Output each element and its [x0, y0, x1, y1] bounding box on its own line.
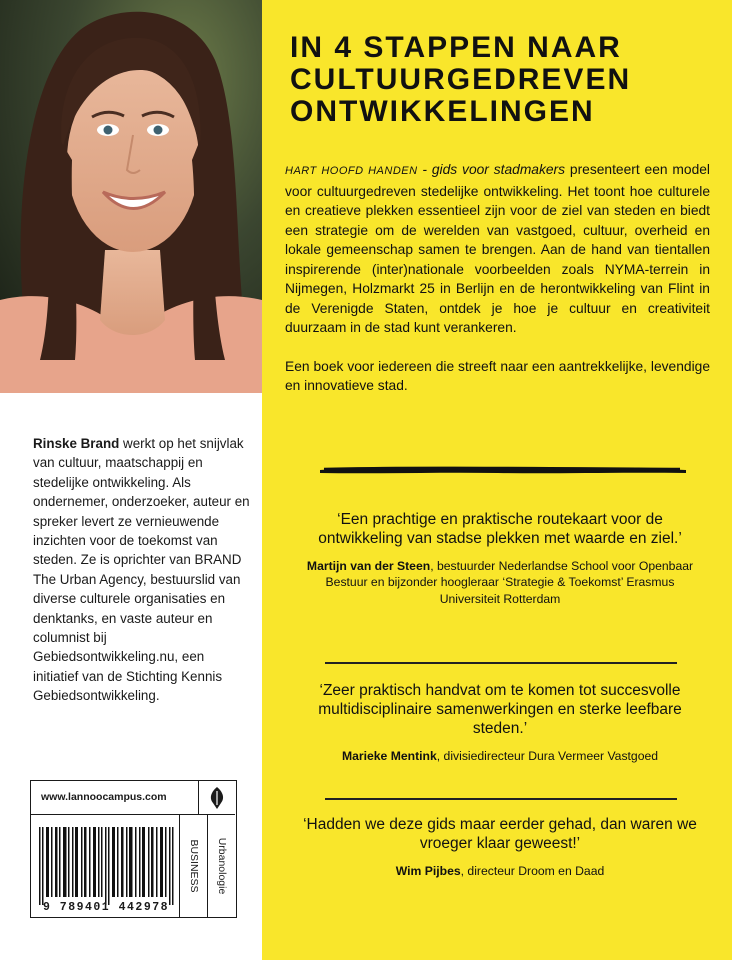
book-title-subtitle: - gids voor stadmakers	[417, 162, 566, 177]
isbn-number: 9 789401 442978	[43, 901, 170, 914]
review-author-role: , directeur Droom en Daad	[460, 864, 605, 878]
review-quote-text: ‘Zeer praktisch handvat om te komen tot succesvolle multidisciplinaire samenwerkingen en sterke leefbare steden.’	[318, 682, 682, 737]
author-name: Rinske Brand	[33, 436, 120, 451]
author-bio-text: werkt op het snijvlak van cultuur, maatschappij en stedelijke ontwikkeling. Als ondernemer, onderzoeker, auteur en spreker levert ze vernieuwende inzichten voor de toekomst van steden. Ze is oprichter van BRAND The Urban Agency, bestuurslid van diverse culturele organisaties en denktanks, en vaste auteur en columnist bij Gebiedsontwikkeling.nu, een initiatief van de Stichting Kennis Gebiedsontwikkeling.	[33, 436, 250, 704]
category-business	[179, 815, 207, 917]
review-attribution	[300, 748, 700, 764]
review-quote-text: ‘Een prachtige en praktische routekaart voor de ontwikkeling van stadse plekken met waarde en ziel.’	[318, 511, 682, 547]
barcode-icon	[37, 825, 179, 911]
review-author: Wim Pijbes	[395, 864, 461, 878]
quote-separator	[325, 662, 677, 664]
review-attribution	[300, 863, 700, 879]
review-author: Marieke Mentink	[341, 749, 437, 763]
author-photo	[0, 0, 262, 393]
intro-paragraph: presenteert een model voor cultuurgedreven stedelijke ontwikkeling. Het toont hoe culturele en creatieve plekken essentieel zijn voor de ziel van steden en biedt een strategie om de werelden van vastgoed, cultuur, overheid en lokale gemeenschap samen te brengen. Aan de hand van tientallen inspirerende (inter)nationale voorbeelden zoals NYMA-terrein in Nijmegen, Holzmarkt 25 in Berlijn en de herontwikkeling van Flint in de Verenigde Staten, ontdek je hoe je cultuur en creativiteit duurzaam in de stad kunt verankeren.	[285, 162, 710, 335]
category-urbanologie	[207, 815, 235, 917]
quote-separator	[325, 798, 677, 800]
publisher-url[interactable]: www.lannoocampus.com	[31, 781, 199, 815]
review-attribution	[300, 558, 700, 607]
lannoo-leaf-icon	[199, 781, 235, 815]
review-quote-text: ‘Hadden we deze gids maar eerder gehad, dan waren we vroeger klaar geweest!’	[303, 816, 697, 852]
barcode-box	[30, 780, 237, 918]
review-quote-2	[300, 681, 700, 764]
review-author-role: , bestuurder Nederlandse School voor Openbaar Bestuur en bijzonder hoogleraar ‘Strategie & Toekomst’ Erasmus Universiteit Rotterdam	[325, 559, 694, 606]
review-author-role: , divisiedirecteur Dura Vermeer Vastgoed	[436, 749, 659, 763]
review-quote-3	[300, 815, 700, 879]
author-bio	[33, 434, 253, 706]
intro-text	[285, 160, 710, 415]
category-business-label: BUSINESS	[187, 839, 200, 893]
category-urbanologie-label: Urbanologie	[215, 837, 228, 895]
headline: IN 4 STAPPEN NAAR CULTUURGEDREVEN ONTWIKKELINGEN	[290, 31, 632, 128]
review-author: Martijn van der Steen	[306, 559, 431, 573]
book-title-caps: HART HOOFD HANDEN	[285, 165, 418, 177]
review-quote-1	[300, 510, 700, 607]
author-portrait-illustration	[0, 0, 262, 393]
brush-stroke-divider	[318, 462, 688, 478]
intro-closing: Een boek voor iedereen die streeft naar een aantrekkelijke, levendige en innovatieve stad.	[285, 358, 710, 393]
